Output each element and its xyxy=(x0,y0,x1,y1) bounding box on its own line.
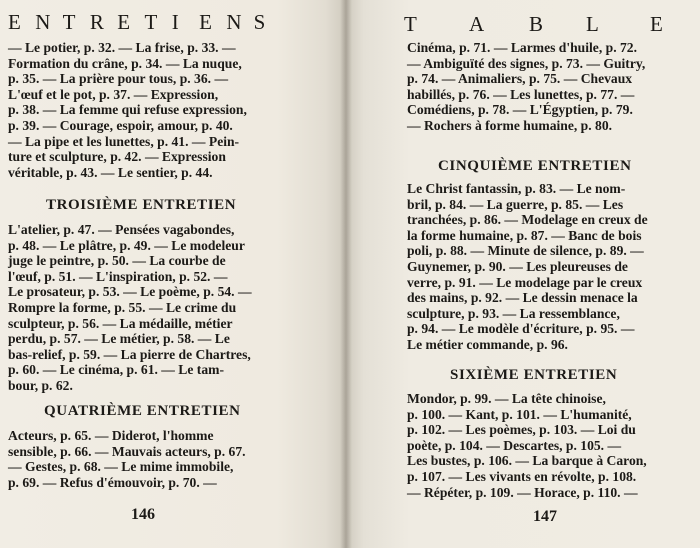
text-line: p. 100. — Kant, p. 101. — L'humanité, xyxy=(407,406,632,422)
text-line: l'œuf, p. 51. — L'inspiration, p. 52. — xyxy=(8,268,228,284)
text-line: habillés, p. 76. — Les lunettes, p. 77. — xyxy=(407,86,635,102)
text-line: p. 60. — Le cinéma, p. 61. — Le tam- xyxy=(8,362,224,378)
running-head-letter: I xyxy=(171,10,179,34)
right-page-number: 147 xyxy=(533,508,557,525)
text-line: — La pipe et les lunettes, p. 41. — Pein- xyxy=(8,133,240,149)
text-line: — Rochers à forme humaine, p. 80. xyxy=(407,117,613,133)
text-line: Cinéma, p. 71. — Larmes d'huile, p. 72. xyxy=(407,40,637,55)
running-head-letter: N xyxy=(35,10,51,34)
quatrieme-entretien-heading: QUATRIÈME ENTRETIEN xyxy=(44,403,241,419)
text-line: Mondor, p. 99. — La tête chinoise, xyxy=(407,391,606,406)
text-line: p. 38. — La femme qui refuse expression, xyxy=(8,102,247,118)
running-head-letter: S xyxy=(253,10,266,34)
running-head-letter: E xyxy=(650,12,663,36)
text-line: Acteurs, p. 65. — Diderot, l'homme xyxy=(8,428,214,443)
text-line: des mains, p. 92. — Le dessin menace la xyxy=(407,290,638,306)
running-head-letter: B xyxy=(529,12,544,36)
sixieme-entretien-heading: SIXIÈME ENTRETIEN xyxy=(450,367,618,383)
running-head-letter: T xyxy=(144,10,158,34)
sixieme-entretien-text xyxy=(407,391,671,500)
left-running-head xyxy=(8,10,281,35)
text-line: p. 107. — Les vivants en révolte, p. 108. xyxy=(407,468,637,484)
text-line: poète, p. 104. — Descartes, p. 105. — xyxy=(407,437,622,453)
text-line: perdu, p. 57. — Le métier, p. 58. — Le xyxy=(8,331,230,347)
text-line: L'œuf et le pot, p. 37. — Expression, xyxy=(8,86,219,102)
running-head-letter: E xyxy=(8,10,21,34)
text-line: Guynemer, p. 90. — Les pleureuses de xyxy=(407,258,628,274)
left-continuation-text xyxy=(8,40,270,180)
text-line: Le prosateur, p. 53. — Le poème, p. 54. — xyxy=(8,284,252,300)
text-line: p. 69. — Refus d'émouvoir, p. 70. — xyxy=(8,474,217,490)
right-continuation-text xyxy=(407,40,669,134)
running-head-letter: E xyxy=(199,10,212,34)
text-line: p. 48. — Le plâtre, p. 49. — Le modeleur xyxy=(8,237,245,253)
text-line: bour, p. 62. xyxy=(8,377,73,393)
text-line: Le Christ fantassin, p. 83. — Le nom- xyxy=(407,181,626,196)
text-line: p. 39. — Courage, espoir, amour, p. 40. xyxy=(8,117,233,133)
running-head-letter: A xyxy=(469,12,485,36)
text-line: tranchées, p. 86. — Modelage en creux de xyxy=(407,212,648,228)
text-line: poli, p. 88. — Minute de silence, p. 89. — xyxy=(407,243,644,259)
text-line: verre, p. 91. — Le modelage par le creux xyxy=(407,274,643,290)
text-line: p. 102. — Les poèmes, p. 103. — Loi du xyxy=(407,422,636,438)
cinquieme-entretien-text xyxy=(407,181,671,353)
left-page-number: 146 xyxy=(131,506,155,523)
text-line: — Ambiguïté des signes, p. 73. — Guitry, xyxy=(407,55,646,71)
text-line: — Le potier, p. 32. — La frise, p. 33. — xyxy=(8,40,236,55)
running-head-letter: N xyxy=(226,10,242,34)
running-head-letter: E xyxy=(117,10,131,34)
text-line: bril, p. 84. — La guerre, p. 85. — Les xyxy=(407,196,624,212)
troisieme-entretien-heading: TROISIÈME ENTRETIEN xyxy=(46,197,237,213)
text-line: la forme humaine, p. 87. — Banc de bois xyxy=(407,227,642,243)
troisieme-entretien-text xyxy=(8,222,270,394)
running-head-letter: R xyxy=(89,10,104,34)
text-line: p. 35. — La prière pour tous, p. 36. — xyxy=(8,71,229,87)
text-line: véritable, p. 43. — Le sentier, p. 44. xyxy=(8,164,213,180)
text-line: L'atelier, p. 47. — Pensées vagabondes, xyxy=(8,222,235,237)
running-head-letter: L xyxy=(586,12,599,36)
text-line: sculpteur, p. 56. — La médaille, métier xyxy=(8,315,233,331)
book-gutter xyxy=(340,0,352,548)
text-line: ture et sculpture, p. 42. — Expression xyxy=(8,149,226,165)
text-line: — Gestes, p. 68. — Le mime immobile, xyxy=(8,459,234,475)
text-line: sculpture, p. 93. — La ressemblance, xyxy=(407,305,620,321)
text-line: — Répéter, p. 109. — Horace, p. 110. — xyxy=(407,484,638,500)
running-head-letter: T xyxy=(62,10,76,34)
cinquieme-entretien-heading: CINQUIÈME ENTRETIEN xyxy=(438,158,632,174)
text-line: p. 74. — Animaliers, p. 75. — Chevaux xyxy=(407,71,633,87)
quatrieme-entretien-text xyxy=(8,428,272,490)
text-line: Le métier commande, p. 96. xyxy=(407,336,568,352)
text-line: Rompre la forme, p. 55. — Le crime du xyxy=(8,299,237,315)
text-line: bas-relief, p. 59. — La pierre de Chartres, xyxy=(8,346,251,362)
text-line: Les bustes, p. 106. — La barque à Caron, xyxy=(407,453,647,469)
text-line: Comédiens, p. 78. — L'Égyptien, p. 79. xyxy=(407,102,633,118)
text-line: Formation du crâne, p. 34. — La nuque, xyxy=(8,55,242,71)
text-line: juge le peintre, p. 50. — La courbe de xyxy=(8,253,226,269)
text-line: p. 94. — Le modèle d'écriture, p. 95. — xyxy=(407,321,635,337)
text-line: sensible, p. 66. — Mauvais acteurs, p. 67. xyxy=(8,443,246,459)
running-head-letter: T xyxy=(404,12,417,36)
